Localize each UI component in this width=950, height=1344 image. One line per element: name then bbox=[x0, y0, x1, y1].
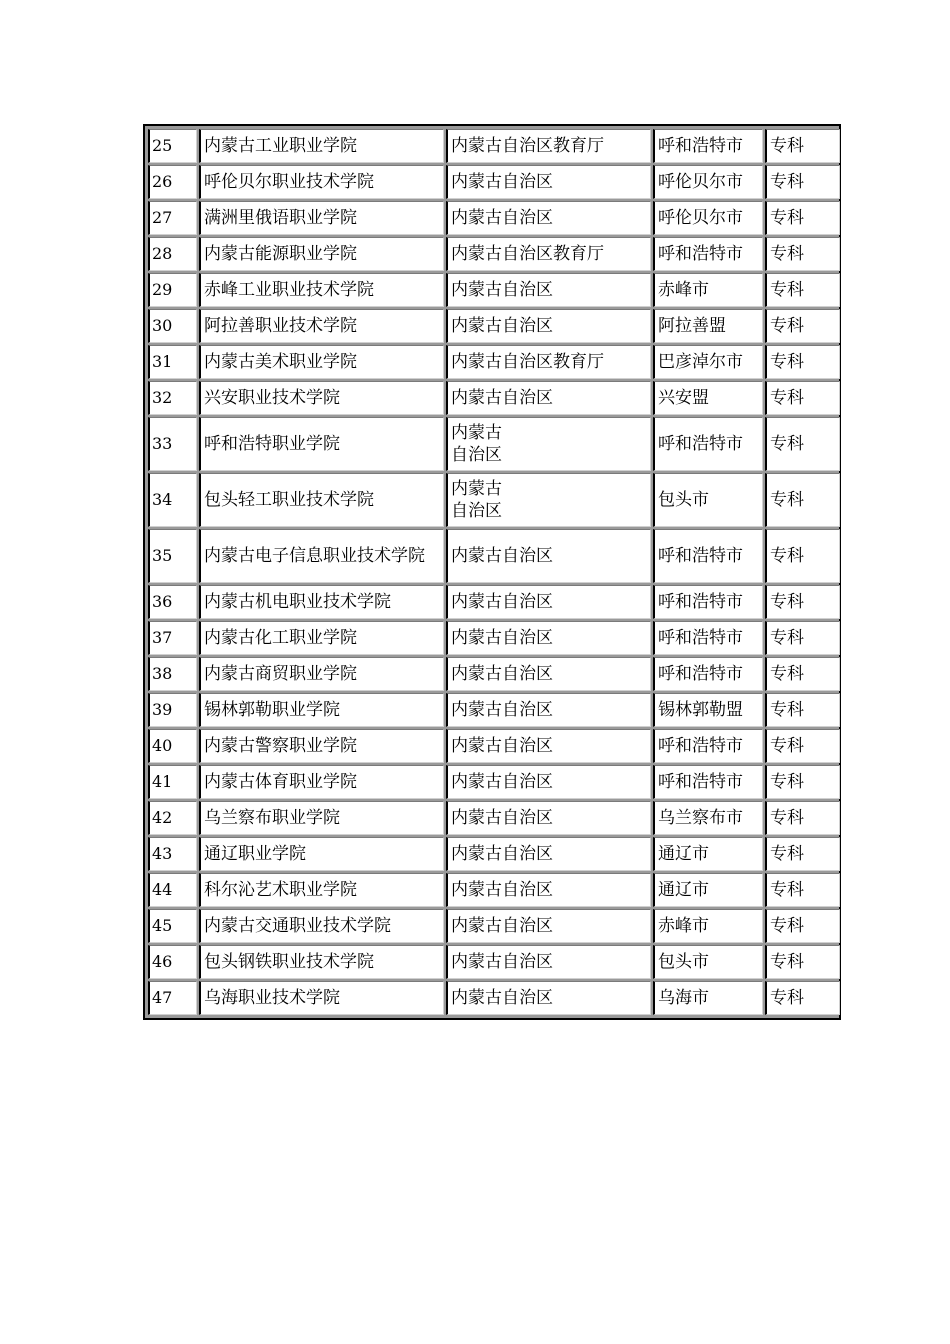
row-number-cell: 47 bbox=[148, 981, 197, 1015]
authority-cell: 内蒙古自治区 bbox=[446, 657, 651, 691]
table-row bbox=[148, 765, 840, 799]
college-name-cell: 包头轻工职业技术学院 bbox=[199, 473, 444, 527]
row-number-cell: 35 bbox=[148, 529, 197, 583]
authority-cell: 内蒙古自治区教育厅 bbox=[446, 129, 651, 163]
college-name-cell: 科尔沁艺术职业学院 bbox=[199, 873, 444, 907]
table-row bbox=[148, 473, 840, 527]
college-name-cell: 内蒙古美术职业学院 bbox=[199, 345, 444, 379]
row-number-cell: 45 bbox=[148, 909, 197, 943]
location-cell: 乌兰察布市 bbox=[653, 801, 763, 835]
row-number-cell: 38 bbox=[148, 657, 197, 691]
table-row bbox=[148, 165, 840, 199]
level-cell: 专科 bbox=[765, 165, 840, 199]
location-cell: 锡林郭勒盟 bbox=[653, 693, 763, 727]
college-name-cell: 内蒙古电子信息职业技术学院 bbox=[199, 529, 444, 583]
row-number-cell: 44 bbox=[148, 873, 197, 907]
authority-cell: 内蒙古自治区 bbox=[446, 273, 651, 307]
location-cell: 阿拉善盟 bbox=[653, 309, 763, 343]
table-row bbox=[148, 381, 840, 415]
table-row bbox=[148, 693, 840, 727]
college-name-cell: 锡林郭勒职业学院 bbox=[199, 693, 444, 727]
table-row bbox=[148, 801, 840, 835]
location-cell: 呼伦贝尔市 bbox=[653, 201, 763, 235]
location-cell: 巴彦淖尔市 bbox=[653, 345, 763, 379]
level-cell: 专科 bbox=[765, 473, 840, 527]
table-row bbox=[148, 945, 840, 979]
college-name-cell: 阿拉善职业技术学院 bbox=[199, 309, 444, 343]
table-row bbox=[148, 345, 840, 379]
level-cell: 专科 bbox=[765, 837, 840, 871]
table-row bbox=[148, 237, 840, 271]
level-cell: 专科 bbox=[765, 945, 840, 979]
location-cell: 包头市 bbox=[653, 945, 763, 979]
authority-cell: 内蒙古自治区 bbox=[446, 729, 651, 763]
authority-cell: 内蒙古自治区 bbox=[446, 621, 651, 655]
row-number-cell: 37 bbox=[148, 621, 197, 655]
location-cell: 呼和浩特市 bbox=[653, 529, 763, 583]
college-table bbox=[143, 124, 841, 1020]
row-number-cell: 41 bbox=[148, 765, 197, 799]
location-cell: 呼和浩特市 bbox=[653, 765, 763, 799]
row-number-cell: 34 bbox=[148, 473, 197, 527]
row-number-cell: 46 bbox=[148, 945, 197, 979]
authority-cell: 内蒙古自治区 bbox=[446, 693, 651, 727]
level-cell: 专科 bbox=[765, 529, 840, 583]
location-cell: 乌海市 bbox=[653, 981, 763, 1015]
college-name-cell: 内蒙古体育职业学院 bbox=[199, 765, 444, 799]
authority-cell: 内蒙古 自治区 bbox=[446, 417, 651, 471]
table-row bbox=[148, 529, 840, 583]
college-table-grid bbox=[146, 127, 842, 1017]
college-name-cell: 内蒙古工业职业学院 bbox=[199, 129, 444, 163]
location-cell: 呼和浩特市 bbox=[653, 237, 763, 271]
row-number-cell: 27 bbox=[148, 201, 197, 235]
table-row bbox=[148, 981, 840, 1015]
location-cell: 通辽市 bbox=[653, 837, 763, 871]
location-cell: 兴安盟 bbox=[653, 381, 763, 415]
table-row bbox=[148, 621, 840, 655]
authority-cell: 内蒙古自治区 bbox=[446, 529, 651, 583]
level-cell: 专科 bbox=[765, 237, 840, 271]
table-row bbox=[148, 309, 840, 343]
location-cell: 呼和浩特市 bbox=[653, 621, 763, 655]
table-row bbox=[148, 585, 840, 619]
row-number-cell: 28 bbox=[148, 237, 197, 271]
college-name-cell: 通辽职业学院 bbox=[199, 837, 444, 871]
level-cell: 专科 bbox=[765, 345, 840, 379]
authority-cell: 内蒙古自治区 bbox=[446, 201, 651, 235]
college-name-cell: 乌海职业技术学院 bbox=[199, 981, 444, 1015]
college-name-cell: 内蒙古机电职业技术学院 bbox=[199, 585, 444, 619]
table-row bbox=[148, 657, 840, 691]
authority-cell: 内蒙古自治区 bbox=[446, 165, 651, 199]
location-cell: 呼和浩特市 bbox=[653, 729, 763, 763]
table-row bbox=[148, 273, 840, 307]
authority-cell: 内蒙古 自治区 bbox=[446, 473, 651, 527]
table-row bbox=[148, 837, 840, 871]
location-cell: 呼和浩特市 bbox=[653, 129, 763, 163]
row-number-cell: 29 bbox=[148, 273, 197, 307]
location-cell: 赤峰市 bbox=[653, 273, 763, 307]
college-name-cell: 内蒙古交通职业技术学院 bbox=[199, 909, 444, 943]
authority-cell: 内蒙古自治区 bbox=[446, 765, 651, 799]
level-cell: 专科 bbox=[765, 309, 840, 343]
location-cell: 通辽市 bbox=[653, 873, 763, 907]
level-cell: 专科 bbox=[765, 729, 840, 763]
college-name-cell: 呼和浩特职业学院 bbox=[199, 417, 444, 471]
location-cell: 呼伦贝尔市 bbox=[653, 165, 763, 199]
authority-cell: 内蒙古自治区 bbox=[446, 837, 651, 871]
row-number-cell: 26 bbox=[148, 165, 197, 199]
row-number-cell: 42 bbox=[148, 801, 197, 835]
row-number-cell: 43 bbox=[148, 837, 197, 871]
table-row bbox=[148, 909, 840, 943]
authority-cell: 内蒙古自治区 bbox=[446, 381, 651, 415]
authority-cell: 内蒙古自治区 bbox=[446, 945, 651, 979]
college-name-cell: 内蒙古化工职业学院 bbox=[199, 621, 444, 655]
row-number-cell: 39 bbox=[148, 693, 197, 727]
level-cell: 专科 bbox=[765, 273, 840, 307]
college-name-cell: 乌兰察布职业学院 bbox=[199, 801, 444, 835]
authority-cell: 内蒙古自治区 bbox=[446, 909, 651, 943]
row-number-cell: 25 bbox=[148, 129, 197, 163]
row-number-cell: 33 bbox=[148, 417, 197, 471]
level-cell: 专科 bbox=[765, 981, 840, 1015]
table-row bbox=[148, 201, 840, 235]
row-number-cell: 32 bbox=[148, 381, 197, 415]
location-cell: 呼和浩特市 bbox=[653, 585, 763, 619]
authority-cell: 内蒙古自治区教育厅 bbox=[446, 345, 651, 379]
college-name-cell: 兴安职业技术学院 bbox=[199, 381, 444, 415]
row-number-cell: 40 bbox=[148, 729, 197, 763]
college-name-cell: 赤峰工业职业技术学院 bbox=[199, 273, 444, 307]
table-body bbox=[148, 129, 840, 1015]
college-name-cell: 内蒙古警察职业学院 bbox=[199, 729, 444, 763]
college-name-cell: 呼伦贝尔职业技术学院 bbox=[199, 165, 444, 199]
table-row bbox=[148, 729, 840, 763]
table-row bbox=[148, 873, 840, 907]
table-row bbox=[148, 417, 840, 471]
level-cell: 专科 bbox=[765, 129, 840, 163]
authority-cell: 内蒙古自治区 bbox=[446, 585, 651, 619]
authority-cell: 内蒙古自治区 bbox=[446, 801, 651, 835]
level-cell: 专科 bbox=[765, 765, 840, 799]
college-name-cell: 包头钢铁职业技术学院 bbox=[199, 945, 444, 979]
location-cell: 包头市 bbox=[653, 473, 763, 527]
row-number-cell: 31 bbox=[148, 345, 197, 379]
authority-cell: 内蒙古自治区 bbox=[446, 309, 651, 343]
level-cell: 专科 bbox=[765, 621, 840, 655]
level-cell: 专科 bbox=[765, 873, 840, 907]
level-cell: 专科 bbox=[765, 417, 840, 471]
level-cell: 专科 bbox=[765, 657, 840, 691]
authority-cell: 内蒙古自治区教育厅 bbox=[446, 237, 651, 271]
level-cell: 专科 bbox=[765, 801, 840, 835]
location-cell: 赤峰市 bbox=[653, 909, 763, 943]
location-cell: 呼和浩特市 bbox=[653, 657, 763, 691]
level-cell: 专科 bbox=[765, 201, 840, 235]
level-cell: 专科 bbox=[765, 381, 840, 415]
table-row bbox=[148, 129, 840, 163]
row-number-cell: 36 bbox=[148, 585, 197, 619]
level-cell: 专科 bbox=[765, 693, 840, 727]
level-cell: 专科 bbox=[765, 585, 840, 619]
location-cell: 呼和浩特市 bbox=[653, 417, 763, 471]
level-cell: 专科 bbox=[765, 909, 840, 943]
row-number-cell: 30 bbox=[148, 309, 197, 343]
college-name-cell: 满洲里俄语职业学院 bbox=[199, 201, 444, 235]
authority-cell: 内蒙古自治区 bbox=[446, 873, 651, 907]
authority-cell: 内蒙古自治区 bbox=[446, 981, 651, 1015]
college-name-cell: 内蒙古能源职业学院 bbox=[199, 237, 444, 271]
college-name-cell: 内蒙古商贸职业学院 bbox=[199, 657, 444, 691]
